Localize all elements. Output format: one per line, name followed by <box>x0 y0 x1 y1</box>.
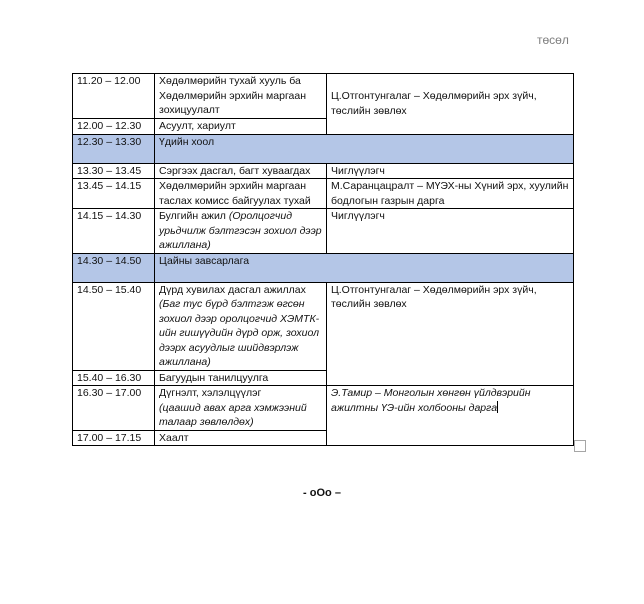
time-cell: 17.00 – 17.15 <box>73 430 155 446</box>
schedule-table <box>72 73 574 446</box>
time-cell: 14.50 – 15.40 <box>73 282 155 370</box>
header-label: төсөл <box>537 33 569 47</box>
end-mark: - oOo – <box>303 487 341 499</box>
speaker-cell: М.Саранцацралт – МҮЭХ-ны Хүний эрх, хуулийн бодлогын газрын дарга <box>327 179 574 209</box>
table-row <box>73 179 574 209</box>
topic-title: Дүрд хувилах дасгал ажиллах <box>159 283 306 296</box>
text-cursor <box>497 401 498 413</box>
break-label: Цайны завсарлага <box>155 253 574 282</box>
table-row <box>73 386 574 431</box>
time-cell: 14.15 – 14.30 <box>73 209 155 254</box>
topic-cell <box>155 386 327 431</box>
table-resize-handle[interactable] <box>574 440 586 452</box>
speaker-cell: Чиглүүлэгч <box>327 163 574 179</box>
topic-note: (Баг тус бүрд бэлтгэж өгсөн зохиол дээр оролцогчид ХЭМТК-ийн гишүүдийн дүрд орж, зохиол дээрх асуудлыг шийдвэрлэж ажиллана) <box>159 298 320 368</box>
time-cell: 11.20 – 12.00 <box>73 74 155 119</box>
table-row <box>73 74 574 119</box>
topic-note: (цаашид авах арга хэмжээний талаар зөвлөлдөх) <box>159 401 307 428</box>
speaker-cell: Ц.Отгонтунгалаг – Хөдөлмөрийн эрх зүйч, төслийн зөвлөх <box>327 282 574 386</box>
topic-note: (Оролцогчид урьдчилж бэлтгэсэн зохиол дээр ажиллана) <box>159 210 322 251</box>
table-row <box>73 163 574 179</box>
topic-cell: Хөдөлмөрийн тухай хууль ба Хөдөлмөрийн эрхийн маргаан зохицуулалт <box>155 74 327 119</box>
topic-cell: Сэргээх дасгал, багт хуваагдах <box>155 163 327 179</box>
speaker-text: Э.Тамир – Монголын хөнгөн үйлдвэрийн ажилтны ҮЭ-ийн холбооны дарга <box>331 387 531 414</box>
time-cell: 13.30 – 13.45 <box>73 163 155 179</box>
speaker-cell: Чиглүүлэгч <box>327 209 574 254</box>
time-cell: 13.45 – 14.15 <box>73 179 155 209</box>
topic-cell: Хаалт <box>155 430 327 446</box>
time-cell: 12.30 – 13.30 <box>73 134 155 163</box>
break-row <box>73 253 574 282</box>
time-cell: 15.40 – 16.30 <box>73 370 155 386</box>
speaker-cell: Ц.Отгонтунгалаг – Хөдөлмөрийн эрх зүйч, төслийн зөвлөх <box>327 74 574 135</box>
time-cell: 16.30 – 17.00 <box>73 386 155 431</box>
topic-cell <box>155 209 327 254</box>
table-row <box>73 282 574 370</box>
topic-cell: Хөдөлмөрийн эрхийн маргаан таслах комисс байгуулах тухай <box>155 179 327 209</box>
time-cell: 12.00 – 12.30 <box>73 119 155 135</box>
topic-title: Дүгнэлт, хэлэлцүүлэг <box>159 387 262 399</box>
topic-cell <box>155 282 327 370</box>
break-row <box>73 134 574 163</box>
table-row <box>73 209 574 254</box>
break-label: Үдийн хоол <box>155 134 574 163</box>
time-cell: 14.30 – 14.50 <box>73 253 155 282</box>
speaker-cell[interactable] <box>327 386 574 446</box>
topic-cell: Багуудын танилцуулга <box>155 370 327 386</box>
topic-cell: Асуулт, хариулт <box>155 119 327 135</box>
topic-title: Булгийн ажил <box>159 210 226 222</box>
